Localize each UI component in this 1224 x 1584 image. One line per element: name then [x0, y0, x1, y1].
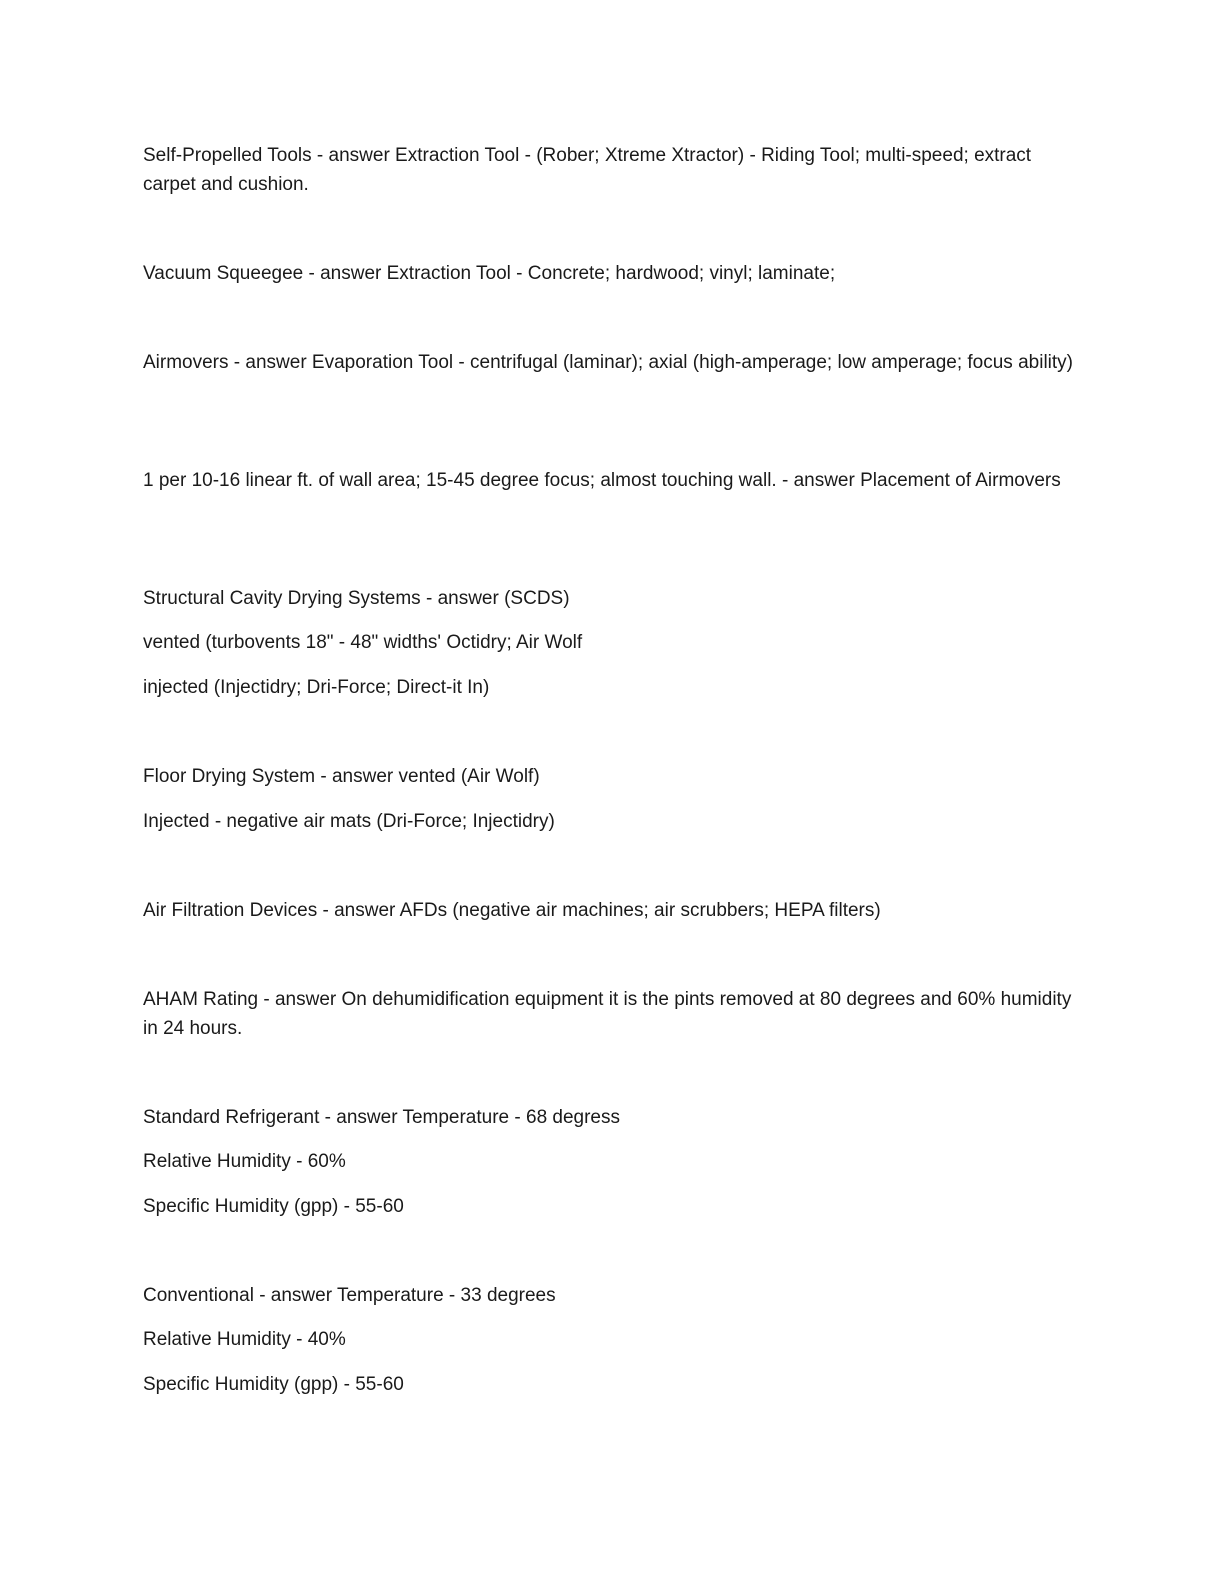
entry-self-propelled-tools: Self-Propelled Tools - answer Extraction Tool - (Rober; Xtreme Xtractor) - Riding Tool; multi-speed; extract carpet and cushion.	[143, 145, 1032, 195]
entry-floor-drying-injected: Injected - negative air mats (Dri-Force; Injectidry)	[143, 811, 555, 832]
entry-conventional: Conventional - answer Temperature - 33 degrees	[143, 1285, 556, 1306]
entry-conventional-relative-humidity: Relative Humidity - 40%	[143, 1329, 346, 1350]
entry-conventional-specific-humidity: Specific Humidity (gpp) - 55-60	[143, 1374, 404, 1395]
entry-aham-rating: AHAM Rating - answer On dehumidification equipment it is the pints removed at 80 degrees and 60% humidity in 24 hours.	[143, 989, 1072, 1039]
entry-standard-refrigerant: Standard Refrigerant - answer Temperature - 68 degress	[143, 1107, 621, 1128]
entry-standard-specific-humidity: Specific Humidity (gpp) - 55-60	[143, 1196, 404, 1217]
entry-standard-relative-humidity: Relative Humidity - 60%	[143, 1151, 346, 1172]
entry-placement-of-airmovers: 1 per 10-16 linear ft. of wall area; 15-45 degree focus; almost touching wall. - answer Placement of Airmovers	[143, 470, 1061, 491]
entry-floor-drying-system: Floor Drying System - answer vented (Air Wolf)	[143, 766, 540, 787]
entry-vacuum-squeegee: Vacuum Squeegee - answer Extraction Tool - Concrete; hardwood; vinyl; laminate;	[143, 263, 836, 284]
entry-structural-cavity-drying: Structural Cavity Drying Systems - answer (SCDS)	[143, 588, 570, 609]
entry-scds-vented: vented (turbovents 18" - 48" widths' Octidry; Air Wolf	[143, 632, 583, 653]
entry-airmovers: Airmovers - answer Evaporation Tool - centrifugal (laminar); axial (high-amperage; low amperage; focus ability)	[143, 352, 1073, 373]
entry-air-filtration-devices: Air Filtration Devices - answer AFDs (negative air machines; air scrubbers; HEPA filters)	[143, 900, 881, 921]
entry-scds-injected: injected (Injectidry; Dri-Force; Direct-it In)	[143, 677, 490, 698]
